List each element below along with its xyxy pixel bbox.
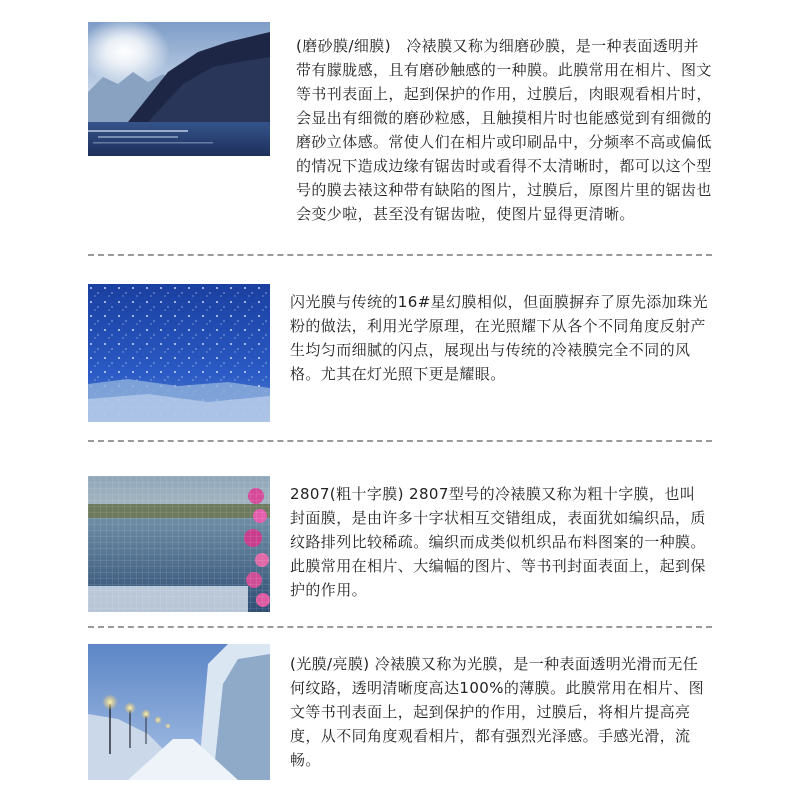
- matte-film-photo: [88, 22, 270, 156]
- section-divider-3: [88, 626, 712, 628]
- section-divider-1: [88, 254, 712, 256]
- glitter-film-description: 闪光膜与传统的16#星幻膜相似，但面膜摒弃了原先添加珠光粉的做法，利用光学原理，在光照耀下从各个不同角度反射产生均匀而细腻的闪点，展现出与传统的冷裱膜完全不同的风格。尤其在灯光照下更是耀眼。: [290, 293, 708, 383]
- section-divider-2: [88, 440, 712, 442]
- mountain-lake-image: [88, 22, 270, 156]
- snowy-street-image: [88, 644, 270, 780]
- crosshatch-film-description: 2807(粗十字膜) 2807型号的冷裱膜又称为粗十字膜，也叫封面膜，是由许多十字状相互交错组成，表面犹如编织品，质纹路排列比较稀疏。编织而成类似机织品布料图案的一种膜。此膜常用在相片、大编幅的图片、等书刊封面表面上，起到保护的作用。: [290, 485, 706, 599]
- lake-blossom-image: [88, 476, 270, 612]
- gloss-film-photo: [88, 644, 270, 780]
- matte-film-description: (磨砂膜/细膜) 冷裱膜又称为细磨砂膜，是一种表面透明并带有朦胧感，且有磨砂触感的一种膜。此膜常用在相片、图文等书刊表面上，起到保护的作用，过膜后，肉眼观看相片时，会显出有细微的磨砂粒感，且触摸相片时也能感觉到有细微的磨砂立体感。常使人们在相片或印刷品中，分频率不高或偏低的情况下造成边缘有锯齿时或看得不太清晰时，都可以这个型号的膜去裱这种带有缺陷的图片，过膜后，原图片里的锯齿也会变少啦，甚至没有锯齿啦，使图片显得更清晰。: [296, 37, 712, 223]
- glitter-image: [88, 284, 270, 422]
- glitter-film-photo: [88, 284, 270, 422]
- gloss-film-description: (光膜/亮膜) 冷裱膜又称为光膜，是一种表面透明光滑而无任何纹路，透明清晰度高达100%的薄膜。此膜常用在相片、图文等书刊表面上，起到保护的作用，过膜后，将相片提高亮度，从不同角度观看相片，都有强烈光泽感。手感光滑，流畅。: [290, 655, 705, 769]
- crosshatch-film-photo: [88, 476, 270, 612]
